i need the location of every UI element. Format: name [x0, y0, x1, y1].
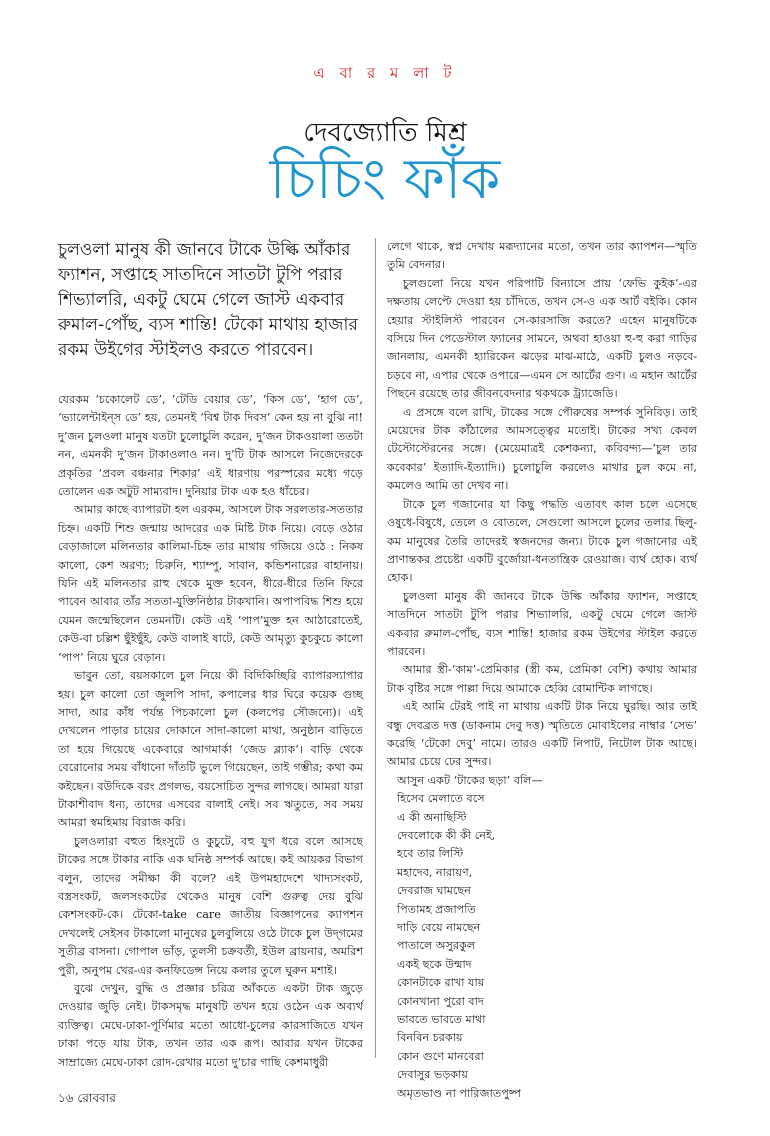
verse-line: দেবরাজ ঘামছেন	[397, 884, 471, 898]
body-paragraph: চুলগুলো নিয়ে যখন পরিপাটি বিন্যাসে প্রায় ‘ফেভি কুইক’-এর দক্ষতায় লেপ্টে দেওয়া হয় চাঁদিতে, তখন সে-ও এক আর্ট বইকি। কোন হেয়ার স্টাইলিস্ট পারবেন সে-কারসাজি করতে? এহেন মানুষটিকে বসিয়ে দিন পেডেস্টাল ফ্যানের সামনে, অথবা হাওয়া হু-হু করা গাড়ির জানলায়, এমনকী হ্যারিকেন ঝড়ের মাঝ-মাঠে, একটি চুলও নড়বে-চড়বে না, এপার থেকে ওপারে—এমন সে আর্টের গুণ। এ মহান আর্টের পিছনে রয়েছে তার জীবনবেদনার থকথকে ট্র্যাজেডি।	[387, 276, 697, 401]
intro-pullquote: চুলওলা মানুষ কী জানবে টাকে উল্কি আঁকার ফ্যাশন, সপ্তাহে সাতদিনে সাতটা টুপি পরার শিভ্যালরি, একটু ঘেমে গেলে জাস্ট একবার রুমাল-পোঁছ, ব্যস শান্তি! টেকো মাথায় হাজার রকম উইগের স্টাইলও করতে পারবেন।	[58, 240, 358, 360]
verse-line: দেবাসুর ভড়কায়	[397, 1068, 468, 1082]
verse-block	[387, 772, 697, 1103]
left-column	[58, 238, 363, 1072]
verse-line: বিনবিন চরকায়	[397, 1031, 463, 1045]
body-paragraph: যেরকম ‘চকোলেট ডে’, ‘টেডি বেয়ার ডে’, ‘কিস ডে’, ‘হাগ ডে’, ‘ভ্যালেন্টাইন্‌স ডে’ হয়, তেমনই ‘বিশ্ব টাক দিবস’ কেন হয় না বুঝি না! দু’জন চুলওলা মানুষ যতটা চুলোচুলি করেন, দু’জন টাকওয়ালা ততটা নন, এমনকী দু’জন টাকাওলাও নন। দু’টি টাক আসলে নিজেদেরকে প্রকৃতির ‘প্রবল বঞ্চনার শিকার’ এই ধারণায় পরস্পরের মধ্যে গড়ে তোলেন এক অটুট সাম্যবাদ। দুনিয়ার টাক এক হও ধাঁচের।	[58, 393, 363, 499]
verse-line: এ কী অনাছিস্টি	[397, 810, 467, 824]
verse-line: মহাদেব, নারায়ণ,	[397, 865, 473, 879]
article-title: চিচিং ফাঁক	[269, 147, 501, 212]
body-paragraph: লেগে থাকে, স্বপ্ন দেখায় মরূদ্যানের মতো, তখন তার ক্যাপশন—স্মৃতি তুমি বেদনার।	[387, 240, 697, 272]
verse-line: পিতামহ প্রজাপতি	[397, 902, 476, 916]
body-paragraph: আমার কাছে ব্যাপারটা হল এরকম, আসলে টাক সরলতার-সততার চিহ্ন। একটি শিশু জন্মায় আদরের এক মিষ্টি টাক নিয়ে। বেড়ে ওঠার বেড়াজালে মলিনতার কালিমা-চিহ্ন তার মাথায় গজিয়ে ওঠে : নিকষ কালো, কেশ অরণ্য; চিরুনি, শ্যাম্পু, সাবান, কন্ডিশনারের বাহানায়। যিনি এই মলিনতার রাহু থেকে মুক্ত হবেন, ধীরে-ধীরে তিনি ফিরে পাবেন আবার তাঁর সততা-যুক্তিনিষ্ঠার টাকখানি। অপাপবিদ্ধ শিশু হয়ে যেমন জন্মেছিলেন তেমনটি। কেউ এই ‘পাপ’মুক্ত হন আঠারোতেই, কেউ-বা চল্লিশ ছুঁইছুঁই, কেউ বালাই ষাটে, কেউ আমৃত্যু কুচকুচে কালো ‘পাপ’ নিয়ে ঘুরে বেড়ান।	[58, 503, 363, 664]
body-paragraph: এ প্রসঙ্গে বলে রাখি, টাকের সঙ্গে পৌরুষের সম্পর্ক সুনিবিড়। তাই মেয়েদের টাক কাঁঠালের আমসত্ত্বের মতোই। টাকের সখ্য কেবল টেস্টোস্টেরনের সঙ্গে। (মেয়েমাত্রই কেশকন্যা, কবিবন্দ্য—‘চুল তার কবেকার’ ইত্যাদি-ইত্যাদি।) চুলোচুলি করলেও মাথার চুল কমে না, কমলেও আমি তা দেখব না।	[387, 405, 697, 493]
body-paragraph: চুলওলা মানুষ কী জানবে টাকে উল্কি আঁকার ফ্যাশন, সপ্তাহে সাতদিনে সাতটা টুপি পরার শিভ্যালরি, একটু ঘেমে গেলে জাস্ট একবার রুমাল-পোঁছ, ব্যস শান্তি! হাজার রকম উইগের স্টাইল করতে পারবেন।	[387, 589, 697, 658]
verse-line: ভাবতে ভাবতে মাথা	[397, 1013, 486, 1027]
author-name: দেবজ্যোতি মিশ্র	[303, 118, 467, 148]
page-footer: ১৬ রোববার	[58, 1091, 116, 1105]
verse-line: আসুন একট ‘টাকের ছড়া’ বলি—	[397, 773, 543, 787]
verse-line: দাড়ি বেয়ে নামছেন	[397, 921, 481, 935]
body-paragraph: এই আমি টেরই পাই না মাথায় একটি টাক নিয়ে ঘুরছি। আর তাই বন্ধু দেবব্রত দত্ত (ডাকনাম দেবু দত্ত) স্মৃতিতে মোবাইলের নাম্বার ‘সেভ’ করেছি ‘টেকো দেবু’ নামে। তারও একটি নিপাট, নিটোল টাক আছে। আমার চেয়ে ঢের সুন্দর।	[387, 700, 697, 769]
section-kicker: এ বা র ম লা ট	[313, 64, 457, 82]
verse-line: কোনখানা পুরো বাদ	[397, 994, 484, 1008]
column-divider	[375, 238, 376, 1058]
body-paragraph: চুলওলারা বহুত হিংসুটে ও কুচুটে, বহু যুগ ধরে বলে আসছে টাকের সঙ্গে টাকার নাকি এক ঘনিষ্ঠ সম্পর্ক আছে। কই আয়কর বিভাগ বলুন, তাদের সমীক্ষা কী বলে? এই উপমহাদেশে খাদ্যসংকট, বস্ত্রসংকট, জলসংকটের থেকেও মানুষ বেশি গুরুত্ব দেয় বুঝি কেশসংকট-কে। টেকো-take care জাতীয় বিজ্ঞাপনের ক্যাপশন দেখলেই সেইসব টাকালো মানুষের চুলবুলিয়ে ওঠে টাকে চুল উদ্‌গমের সুতীব্র বাসনা। গোপাল ভাঁড়, তুলসী চক্রবর্তী, ইউল ব্রায়নার, অমরিশ পুরী, অনুপম খের-এর কনফিডেন্স নিয়ে কলার তুলে ঘুরুন মশাই।	[58, 834, 363, 977]
verse-line: একই ছকে উন্মাদ	[397, 957, 472, 971]
verse-line: কোনটাকে রাখা যায়	[397, 976, 485, 990]
body-paragraph: ভাবুন তো, বয়সকালে চুল নিয়ে কী বিদিকিচ্ছিরি ব্যাপারস্যাপার হয়। চুল কালো তো জুলপি সাদা, কপালের ধার ঘিরে কয়েক গুচ্ছ সাদা, আর কাঁধ পর্যন্ত পিচকালো চুল (কলপের সৌজন্যে)। এই দেখলেন পাড়ার চায়ের দোকানে সাদা-কালো মাথা, অনুষ্ঠান বাড়িতে তা হয়ে গিয়েছে একেবারে আগমার্কা ‘জেড ব্ল্যাক’। বাড়ি থেকে বেরোনোর সময় বাঁধানো দাঁতটি ভুলে গিয়েছেন, তাই গম্ভীর; কথা কম কইছেন। বউদিকে বরং প্রগলভ, বয়সোচিত সুন্দর লাগছে। আমরা যারা টাকাশীবাদ ধন্য, তাদের এসবের বালাই নেই। সব ঋতুতে, সব সময় আমরা স্বমহিমায় বিরাজ করি।	[58, 669, 363, 830]
verse-line: দেবলোকে কী কী নেই,	[397, 829, 496, 842]
verse-line: কোন গুণে মানবেরা	[397, 1049, 484, 1063]
verse-line: হবে তার লিস্টি	[397, 847, 464, 861]
body-paragraph: বুঝে দেখুন, বুদ্ধি ও প্রজ্ঞার চরিত্র আঁকতে একটা টাক জুড়ে দেওয়ার জুড়ি নেই। টাকসমৃদ্ধ মানুষটি তখন হয়ে ওঠেন এক অব্যর্থ ব্যক্তিত্ব। মেঘে-ঢাকা-পূর্ণিমার মতো আধো-চুলের কারসাজিতে যখন ঢাকা পড়ে যায় টাক, তখন তার এক রূপ। আবার যখন টাকের সাম্রাজ্যে মেঘে-ঢাকা রোদ-রেখার মতো দু’চার গাছি কেশমাধুরী	[58, 982, 363, 1069]
verse-line: হিসেব মেলাতে বসে	[397, 792, 485, 806]
verse-line: পাতালে অসুরকুল	[397, 939, 476, 953]
body-paragraph: আমার স্ত্রী-‘কাম’-প্রেমিকার (স্ত্রী কম, প্রেমিকা বেশি) কথায় আমার টাক বৃষ্টির সঙ্গে পাল্লা দিয়ে আমাকে হেব্বি রোমান্টিক লাগছে।	[387, 663, 697, 695]
right-column	[387, 238, 697, 1103]
verse-line: অমৃতভাণ্ড না পারিজাতপুষ্প	[397, 1086, 522, 1100]
body-paragraph: টাকে চুল গজানোর যা কিছু পদ্ধতি এতাবৎ কাল চলে এসেছে ওষুধে-বিষুধে, তেলে ও বোতলে, সেগুলো আসলে চুলের তলার ছিলু-কম মানুষের তৈরি তাদেরই স্বজনদের জন্য। টাকে চুল গজানোর এই প্রাণান্তকর প্রচেষ্টা একটি বুর্জোয়া-ধনতান্ত্রিক রেওয়াজ। ব্যর্থ হোক। ব্যর্থ হোক।	[387, 497, 697, 585]
